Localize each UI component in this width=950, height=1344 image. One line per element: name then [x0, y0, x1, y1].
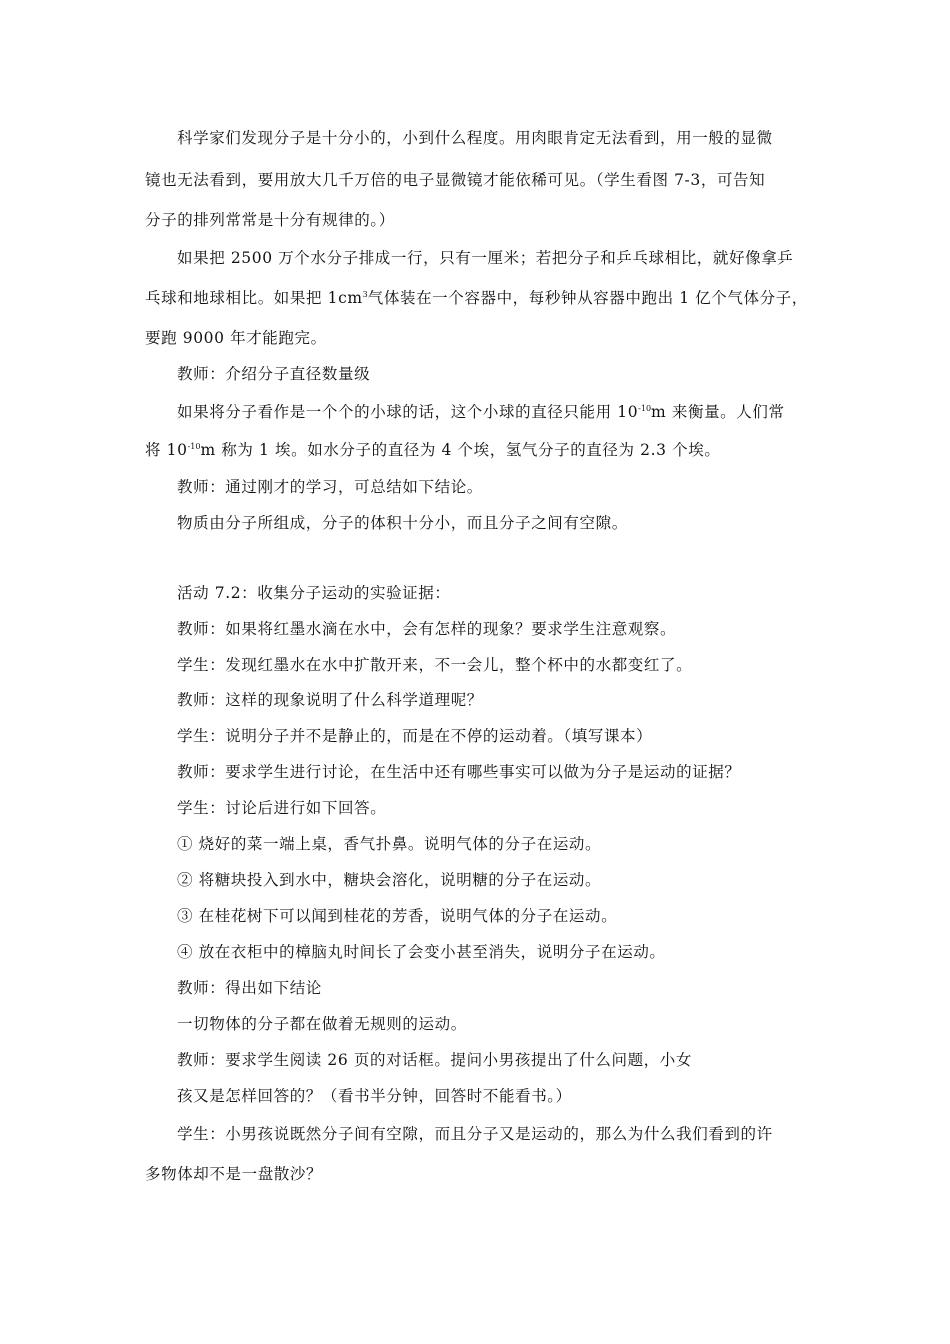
example-item: ① 烧好的菜一端上桌，香气扑鼻。说明气体的分子在运动。: [177, 835, 602, 853]
teacher-reading-line-1: 教师：要求学生阅读 26 页的对话框。提问小男孩提出了什么问题，小女: [177, 1051, 692, 1069]
activity-title: 活动 7.2：收集分子运动的实验证据：: [177, 584, 451, 602]
conclusion-1: 物质由分子所组成，分子的体积十分小，而且分子之间有空隙。: [177, 514, 628, 532]
dialogue-line: 学生：讨论后进行如下回答。: [177, 799, 387, 817]
example-item: ② 将糖块投入到水中，糖块会溶化，说明糖的分子在运动。: [177, 871, 602, 889]
teacher-summary: 教师：通过刚才的学习，可总结如下结论。: [177, 478, 483, 496]
teacher-intro-diameter: 教师：介绍分子直径数量级: [177, 365, 371, 383]
dialogue-line: 学生：发现红墨水在水中扩散开来，不一会儿，整个杯中的水都变红了。: [177, 656, 693, 674]
dialogue-line: 学生：说明分子并不是静止的，而是在不停的运动着。（填写课本）: [177, 727, 653, 745]
paragraph-3-line-1: [177, 402, 785, 422]
paragraph-3-line-2: [145, 440, 720, 460]
paragraph-2-line-2-text-a: 乓球和地球相比。如果把 1cm: [145, 289, 363, 307]
student-answer-line-2: 多物体却不是一盘散沙？: [145, 1165, 323, 1183]
paragraph-3-line-1-text-b: m 来衡量。人们常: [651, 403, 785, 421]
dialogue-line: 教师：如果将红墨水滴在水中，会有怎样的现象？要求学生注意观察。: [177, 620, 677, 638]
teacher-conclusion: 教师：得出如下结论: [177, 979, 322, 997]
teacher-reading-line-2: 孩又是怎样回答的？（看书半分钟，回答时不能看书。）: [177, 1087, 572, 1105]
paragraph-2-line-1: 如果把 2500 万个水分子排成一行，只有一厘米；若把分子和乒乓球相比，就好像拿乒: [177, 249, 794, 267]
cubic-superscript: 3: [362, 290, 368, 299]
paragraph-1-line-3: 分子的排列常常是十分有规律的。）: [145, 211, 395, 229]
paragraph-3-line-2-text-b: m 称为 1 埃。如水分子的直径为 4 个埃，氢气分子的直径为 2.3 个埃。: [200, 441, 721, 459]
exponent-superscript: -10: [638, 404, 652, 413]
paragraph-2-line-3: 要跑 9000 年才能跑完。: [145, 329, 327, 347]
paragraph-3-line-1-text-a: 如果将分子看作是一个个的小球的话，这个小球的直径只能用 10: [177, 403, 639, 421]
dialogue-line: 教师：要求学生进行讨论，在生活中还有哪些事实可以做为分子是运动的证据？: [177, 763, 741, 781]
dialogue-line: 教师：这样的现象说明了什么科学道理呢？: [177, 691, 483, 709]
example-item: ④ 放在衣柜中的樟脑丸时间长了会变小甚至消失，说明分子在运动。: [177, 943, 666, 961]
paragraph-1-line-1: 科学家们发现分子是十分小的，小到什么程度。用肉眼肯定无法看到，用一般的显微: [177, 129, 773, 147]
paragraph-2-line-2-text-b: 气体装在一个容器中，每秒钟从容器中跑出 1 亿个气体分子，: [367, 289, 808, 307]
paragraph-1-line-2: 镜也无法看到，要用放大几千万倍的电子显微镜才能依稀可见。（学生看图 7-3，可告知: [145, 171, 766, 189]
paragraph-2-line-2: [145, 288, 808, 308]
example-item: ③ 在桂花树下可以闻到桂花的芳香，说明气体的分子在运动。: [177, 907, 618, 925]
exponent-superscript: -10: [187, 442, 201, 451]
student-answer-line-1: 学生：小男孩说既然分子间有空隙，而且分子又是运动的，那么为什么我们看到的许: [177, 1125, 773, 1143]
conclusion-2: 一切物体的分子都在做着无规则的运动。: [177, 1015, 467, 1033]
paragraph-3-line-2-text-a: 将 10: [145, 441, 188, 459]
